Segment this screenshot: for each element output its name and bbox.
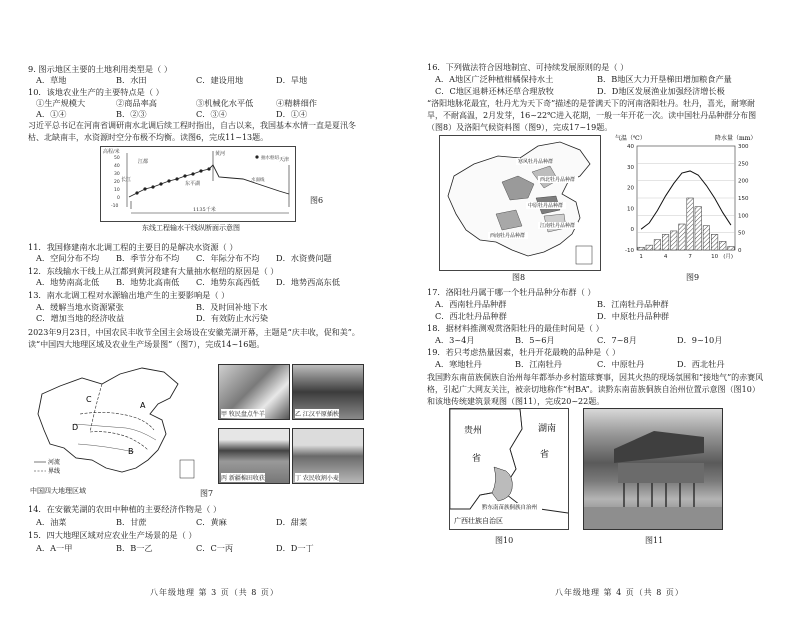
q15-option-c[interactable]: C．C一丙 <box>196 543 234 553</box>
q10-options <box>36 109 336 120</box>
q15-option-d[interactable]: D．D一丁 <box>276 543 314 553</box>
q14-option-c[interactable]: C．黄麻 <box>196 517 227 527</box>
q13-options-row2 <box>36 313 336 324</box>
figure-7-map <box>30 364 210 482</box>
region-b: B <box>128 447 134 456</box>
page-4 <box>397 0 794 617</box>
group-xinan: 西南牡丹品种群 <box>490 233 526 239</box>
q12-stem: 12．东线输水干线上从江都到黄河段建有大量抽水枢纽的原因是（ ） <box>28 266 279 276</box>
profile-diagram <box>101 147 295 221</box>
region-c: C <box>86 395 92 404</box>
precip-tick: 150 <box>738 196 749 202</box>
ytick-neg10: -10 <box>111 204 119 209</box>
fig11-label: 图11 <box>645 536 664 545</box>
group-zhongyuan: 中原牡丹品种群 <box>528 203 564 209</box>
q17-option-d[interactable]: D．中原牡丹品种群 <box>597 311 670 321</box>
temp-tick: 10 <box>627 206 634 213</box>
q13-option-a[interactable]: A．缓解当地水资源紧张 <box>36 302 124 312</box>
intro-fig7: 2023年9月23日，中国农民丰收节全国主会场设在安徽芜湖开幕，主题是“庆丰收，促和美”。读“中国四大地理区域及农业生产场景图”（图7），完成14~16题。 <box>28 328 360 349</box>
precip-tick: 200 <box>738 178 749 185</box>
precip-bar <box>703 226 710 250</box>
q11-option-b[interactable]: B．季节分布不均 <box>116 253 180 263</box>
q9-options <box>36 75 336 86</box>
precip-tick: 100 <box>738 213 749 220</box>
q17-options-row2 <box>435 311 737 322</box>
place-qiandongnan: 黔东南苗族侗族自治州 <box>482 505 538 511</box>
q17-option-a[interactable]: A．西南牡丹品种群 <box>435 299 507 309</box>
place-huanghe: 黄河 <box>215 151 226 157</box>
q10-option-b[interactable]: B．②③ <box>116 109 147 119</box>
q14-option-d[interactable]: D．甜菜 <box>276 517 308 527</box>
q9-option-b[interactable]: B．水田 <box>116 75 147 85</box>
q12-option-a[interactable]: A．地势南高北低 <box>36 277 100 287</box>
intro-fig6: 习近平总书记在河南省调研南水北调后续工程时指出，自古以来，我国基本水情一直是夏汛冬枯、北缺南丰，水资源时空分布极不均衡。读图6，完成11~13题。 <box>28 121 356 142</box>
place-sheng-1: 省 <box>472 454 482 464</box>
q15-options <box>36 543 336 554</box>
place-jiangdu: 江都 <box>138 159 149 165</box>
q12-option-c[interactable]: C．地势东高西低 <box>196 277 260 287</box>
q16-options-row2 <box>435 86 757 97</box>
q10-feature-4: ④精耕细作 <box>276 98 317 108</box>
precip-axis-label: 降水量（mm） <box>715 135 757 142</box>
q16-option-d[interactable]: D．D地区发展渔业加强经济增长极 <box>597 86 725 96</box>
q13-option-c[interactable]: C．增加当地的经济收益 <box>36 313 125 323</box>
q16-stem: 16．下列做法符合因地制宜、可持续发展原则的是（ ） <box>427 62 629 72</box>
q18-stem: 18．据材料推测观赏洛阳牡丹的最佳时间是（ ） <box>427 323 604 333</box>
precip-bar <box>670 231 677 250</box>
q12-options <box>36 277 346 288</box>
month-tick: 1 <box>639 254 643 260</box>
q19-option-b[interactable]: B．江南牡丹 <box>515 359 562 369</box>
q12-option-b[interactable]: B．地势北高南低 <box>116 277 180 287</box>
temp-axis-label: 气温（℃） <box>615 135 646 142</box>
q18-options <box>435 335 747 346</box>
q18-option-a[interactable]: A．3~4月 <box>435 335 475 345</box>
luoyang-climate-chart <box>615 132 765 272</box>
q13-options-row1 <box>36 302 336 313</box>
place-guangxi: 广西壮族自治区 <box>454 517 503 525</box>
month-tick: 4 <box>663 254 668 260</box>
q17-option-c[interactable]: C．西北牡丹品种群 <box>435 311 507 321</box>
q11-options <box>36 253 346 264</box>
temp-tick: 0 <box>630 227 634 234</box>
fig6-distance: 1135千米 <box>193 207 216 213</box>
group-xibei: 西北牡丹品种群 <box>540 177 576 183</box>
figure-8 <box>439 135 601 271</box>
q10-feature-2: ②商品率高 <box>116 98 157 108</box>
q17-options-row1 <box>435 299 737 310</box>
q10-option-a[interactable]: A．①④ <box>36 109 67 119</box>
peony-distribution-map <box>440 136 600 270</box>
q16-options-row1 <box>435 74 757 85</box>
q19-option-d[interactable]: D．西北牡丹 <box>677 359 725 369</box>
q10-feature-1: ①生产规模大 <box>36 98 86 108</box>
stilt-house-drawing <box>584 409 722 529</box>
precip-bar <box>687 198 694 250</box>
precip-bar <box>679 224 686 250</box>
q10-option-d[interactable]: D．①④ <box>276 109 308 119</box>
q15-stem: 15．四大地理区域对应农业生产场景的是（ ） <box>28 530 197 540</box>
temp-line <box>641 171 731 229</box>
fig7-map-caption: 中国四大地理区域 <box>30 487 86 495</box>
q18-option-c[interactable]: C．7~8月 <box>597 335 637 345</box>
intro-fig10-11: 我国黔东南苗族侗族自治州每年都举办乡村篮球赛事，因其火热的现场氛围和“接地气”的赤赛风格，引起广大网友关注，被亲切地称作“村BA”。读黔东南苗族侗族自治州位置示意图（图10）和该地传统建筑景观图（图11），完成20~22题。 <box>427 373 764 406</box>
month-unit: (月) <box>723 254 733 260</box>
q15-option-a[interactable]: A．A一甲 <box>36 543 73 553</box>
q19-options <box>435 359 747 370</box>
precip-bar <box>646 245 653 250</box>
precip-bar <box>654 240 661 250</box>
q17-option-b[interactable]: B．江南牡丹品种群 <box>597 299 669 309</box>
photo-bing: 丙 新疆棉田收获 <box>218 428 290 484</box>
photo-jia: 甲 牧民盘点牛羊 <box>218 364 290 420</box>
ytick-30: 30 <box>114 172 120 177</box>
temp-tick: 20 <box>627 185 634 192</box>
figure-6 <box>100 146 296 222</box>
china-regions-map <box>30 364 210 482</box>
q16-option-c[interactable]: C．C地区退耕还林还草合理放牧 <box>435 86 554 96</box>
photo-yi: 乙 江汉平原插秧 <box>292 364 364 420</box>
q11-stem: 11．我国修建南水北调工程的主要目的是解决水资源（ ） <box>28 242 238 252</box>
legend-pump: 抽水枢纽 <box>261 156 279 161</box>
precip-tick: 0 <box>738 248 742 254</box>
place-changjiang: 长江 <box>121 177 132 183</box>
fig8-label: 图8 <box>512 273 526 282</box>
precip-bar <box>728 247 735 250</box>
legend-river: 河流 <box>48 459 61 466</box>
fig7-label: 图7 <box>200 489 214 498</box>
region-d: D <box>72 423 79 432</box>
q13-option-b[interactable]: B．及时回补地下水 <box>196 302 268 312</box>
q18-option-b[interactable]: B．5~6月 <box>515 335 555 345</box>
precip-bar <box>662 234 669 250</box>
footer-page-3: 八年级地理 第 3 页（共 8 页） <box>150 588 279 597</box>
ytick-20: 20 <box>114 180 120 185</box>
q10-features <box>36 98 336 109</box>
precip-bar <box>711 234 718 250</box>
group-jiangnan: 江南牡丹品种群 <box>540 223 576 229</box>
place-guizhou: 贵州 <box>464 426 483 436</box>
q14-option-a[interactable]: A．油菜 <box>36 517 67 527</box>
precip-tick: 250 <box>738 161 749 168</box>
q13-stem: 13．南水北调工程对水源输出地产生的主要影响是（ ） <box>28 290 230 300</box>
q10-stem: 10．该地农业生产的主要特点是（ ） <box>28 87 164 97</box>
place-dongpinghu: 东平湖 <box>185 181 201 187</box>
q14-option-b[interactable]: B．甘蔗 <box>116 517 147 527</box>
fig6-label: 图6 <box>310 196 324 205</box>
q10-option-c[interactable]: C．③④ <box>196 109 227 119</box>
q12-option-d[interactable]: D．地势西高东低 <box>276 277 340 287</box>
ytick-0: 0 <box>117 196 120 201</box>
fig6-ylabel: 高程/米 <box>103 149 120 155</box>
footer-page-4: 八年级地理 第 4 页（共 8 页） <box>555 588 684 597</box>
precip-bar <box>638 247 645 250</box>
q9-option-d[interactable]: D．旱地 <box>276 75 308 85</box>
q14-options <box>36 517 336 528</box>
photo-ding: 丁 农民收割小麦 <box>292 428 364 484</box>
q11-option-a[interactable]: A．空间分布不均 <box>36 253 100 263</box>
ytick-40: 40 <box>114 164 120 169</box>
q17-stem: 17．洛阳牡丹属于哪一个牡丹品种分布群（ ） <box>427 287 596 297</box>
temp-tick: 30 <box>627 164 634 171</box>
precip-bar <box>695 207 702 250</box>
qiandongnan-location-map <box>450 409 568 529</box>
precip-bar <box>719 241 726 250</box>
q10-feature-3: ③机械化水平低 <box>196 98 254 108</box>
q16-option-a[interactable]: A．A地区广泛种植柑橘保持水土 <box>435 74 554 84</box>
figure-9 <box>615 132 765 272</box>
month-tick: 10 <box>711 254 719 260</box>
place-sheng-2: 省 <box>540 450 550 460</box>
temp-tick: -10 <box>625 248 634 254</box>
precip-tick: 300 <box>738 144 749 150</box>
fig6-caption: 东线工程输水干线纵断面示意图 <box>142 224 240 232</box>
fig9-label: 图9 <box>686 273 700 282</box>
region-a: A <box>140 401 146 410</box>
month-tick: 7 <box>688 254 692 260</box>
fig10-label: 图10 <box>495 536 514 545</box>
q9-option-c[interactable]: C．建设用地 <box>196 75 244 85</box>
legend-pump-icon <box>255 155 258 158</box>
q19-stem: 19．若只考虑热量因素，牡丹开花最晚的品种是（ ） <box>427 347 621 357</box>
q11-option-c[interactable]: C．年际分布不均 <box>196 253 260 263</box>
intro-fig8-9: “洛阳地脉花最宜，牡丹尤为天下奇”描述的是誉满天下的河南洛阳牡丹。牡丹，喜光，耐寒耐旱，不耐高温，2月发芽，16~22℃进入花期，一般一年开花一次。读中国牡丹品种群分布图（图8）及洛阳气候资料图（图9），完成17~19题。 <box>427 99 757 132</box>
figure-10 <box>449 408 569 530</box>
q19-option-c[interactable]: C．中原牡丹 <box>597 359 645 369</box>
q18-option-d[interactable]: D．9~10月 <box>677 335 723 345</box>
ytick-50: 50 <box>114 156 120 161</box>
q15-option-b[interactable]: B．B一乙 <box>116 543 153 553</box>
group-hanfeng: 寒风牡丹品种群 <box>518 159 554 165</box>
legend-water: 水面线 <box>251 178 265 183</box>
temp-tick: 40 <box>627 144 634 150</box>
q16-option-b[interactable]: B．B地区大力开垦梯田增加粮食产量 <box>597 74 732 84</box>
q14-stem: 14．在安徽芜湖的农田中种植的主要经济作物是（ ） <box>28 504 222 514</box>
q9-stem: 9. 图示地区主要的土地利用类型是（ ） <box>28 64 173 74</box>
place-hunan: 湖南 <box>538 424 557 434</box>
legend-boundary: 界线 <box>48 468 61 475</box>
precip-tick: 50 <box>738 230 745 237</box>
q11-option-d[interactable]: D．水资费问题 <box>276 253 332 263</box>
figure-11-photo <box>583 408 723 530</box>
q9-option-a[interactable]: A．草地 <box>36 75 67 85</box>
ytick-10: 10 <box>114 188 120 193</box>
q13-option-d[interactable]: D．有效防止水污染 <box>196 313 269 323</box>
place-tianjin: 天津 <box>279 157 290 163</box>
q19-option-a[interactable]: A．寒地牡丹 <box>435 359 482 369</box>
